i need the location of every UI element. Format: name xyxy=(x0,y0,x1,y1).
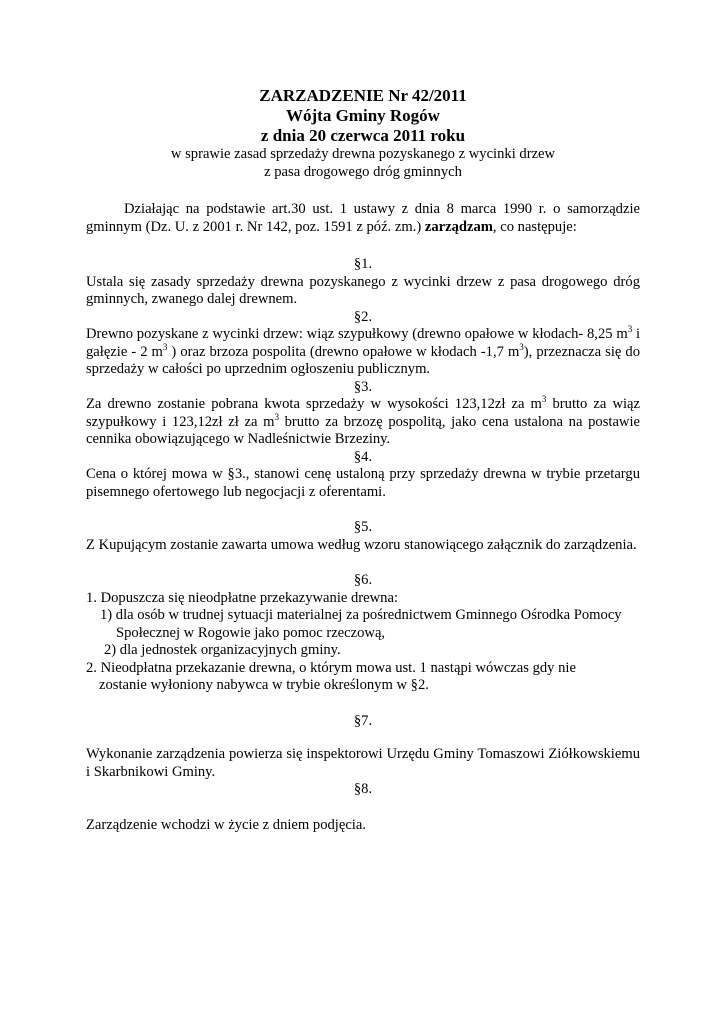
section-3-part2: brutto za wiąz szypułkowy i 123,12zł zł za m xyxy=(86,396,641,430)
section-8-text: Zarządzenie wchodzi w życie z dniem podjęcia. xyxy=(86,816,366,833)
document-header xyxy=(86,86,640,181)
superscript: 3 xyxy=(274,411,279,422)
superscript: 3 xyxy=(541,394,547,405)
section-2-sign: §2. xyxy=(353,308,373,325)
section-2-part2: i gałęzie - 2 m xyxy=(86,326,641,360)
document-issuer: Wójta Gminy Rogów xyxy=(286,106,440,125)
section-3-text xyxy=(86,396,640,449)
section-6-item-1: 1. Dopuszcza się nieodpłatne przekazywanie drewna: xyxy=(86,589,399,606)
section-6-sign: §6. xyxy=(353,572,373,588)
section-7-sign: §7. xyxy=(353,712,373,729)
section-7-text: Wykonanie zarządzenia powierza się inspektorowi Urzędu Gminy Tomaszowi Ziółkowskiemu i Skarbnikowi Gminy. xyxy=(86,746,640,780)
section-2-part1: Drewno pozyskane z wycinki drzew: wiąz szypułkowy (drewno opałowe w kłodach- 8,25 m xyxy=(86,326,628,342)
intro-paragraph xyxy=(86,201,640,236)
section-6-subitem-2: 2) dla jednostek organizacyjnych gminy. xyxy=(104,642,341,658)
section-6-item-2: 2. Nieodpłatna przekazanie drewna, o którym mowa ust. 1 nastąpi wówczas gdy nie xyxy=(86,659,576,676)
section-6-item-2-cont: zostanie wyłoniony nabywca w trybie określonym w §2. xyxy=(99,677,429,693)
section-3-part1: Za drewno zostanie pobrana kwota sprzedaży w wysokości 123,12zł za m xyxy=(86,396,542,412)
document-title: ZARZADZENIE Nr 42/2011 xyxy=(259,86,467,105)
section-1-sign: §1. xyxy=(353,256,373,272)
section-8-sign: §8. xyxy=(353,781,373,797)
document-subject-line2: z pasa drogowego dróg gminnych xyxy=(264,163,462,180)
section-1-text: Ustala się zasady sprzedaży drewna pozyskanego z wycinki drzew z pasa drogowego dróg gminnych, zwanego dalej drewnem. xyxy=(86,273,640,307)
section-2-text xyxy=(86,326,640,379)
section-4-sign: §4. xyxy=(353,448,373,465)
intro-tail: , co następuje: xyxy=(492,218,577,235)
section-6-subitem-1-cont: Społecznej w Rogowie jako pomoc rzeczową, xyxy=(116,624,386,641)
intro-bold-word: zarządzam xyxy=(424,218,493,235)
document-subject-line1: w sprawie zasad sprzedaży drewna pozyskanego z wycinki drzew xyxy=(170,146,556,162)
document-page xyxy=(86,86,640,834)
superscript: 3 xyxy=(519,341,524,352)
section-5-sign: §5. xyxy=(353,519,373,535)
section-6-subitem-1: 1) dla osób w trudnej sytuacji materialnej za pośrednictwem Gminnego Ośrodka Pomocy xyxy=(100,607,622,623)
section-5-text: Z Kupującym zostanie zawarta umowa według wzoru stanowiącego załącznik do zarządzenia. xyxy=(86,536,637,553)
superscript: 3 xyxy=(627,324,633,335)
section-3-sign: §3. xyxy=(353,378,373,395)
section-2-part4: ), przeznacza się do sprzedaży w całości po uprzednim ogłoszeniu publicznym. xyxy=(86,343,640,377)
section-2-part3: ) oraz brzoza pospolita (drewno opałowe w kłodach -1,7 m xyxy=(167,343,520,360)
superscript: 3 xyxy=(162,341,168,352)
section-3-part3: brutto za brzozę pospolitą, jako cena ustalona na postawie cennika obowiązującego w Nadleśnictwie Brzeziny. xyxy=(86,413,640,447)
intro-text: Działając na podstawie art.30 ust. 1 ustawy z dnia 8 marca 1990 r. o samorządzie gminnym (Dz. U. z 2001 r. Nr 142, poz. 1591 z póź. zm.) xyxy=(86,201,640,235)
document-date: z dnia 20 czerwca 2011 roku xyxy=(260,126,466,145)
section-4-text: Cena o której mowa w §3., stanowi cenę ustaloną przy sprzedaży drewna w trybie przetargu pisemnego ofertowego lub negocjacji z oferentami. xyxy=(86,466,640,500)
